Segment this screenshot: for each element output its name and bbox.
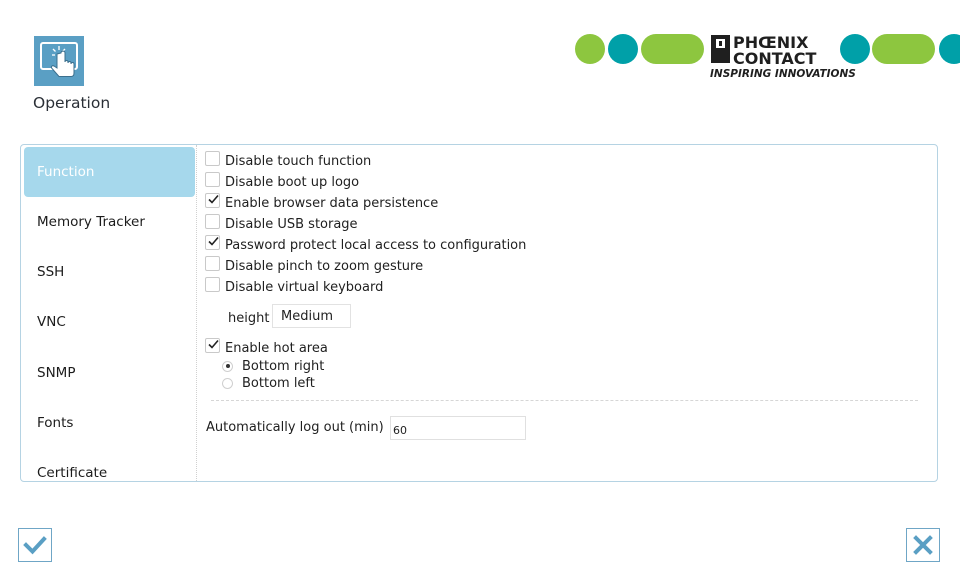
function-settings bbox=[205, 145, 937, 481]
option-browser-persistence[interactable] bbox=[205, 194, 438, 212]
settings-panel bbox=[20, 144, 938, 482]
check-icon bbox=[207, 235, 220, 248]
option-disable-virtual-keyboard[interactable] bbox=[205, 278, 383, 296]
checkbox[interactable] bbox=[205, 256, 220, 271]
option-label: Disable USB storage bbox=[225, 216, 358, 232]
checkmark-icon bbox=[23, 533, 47, 557]
sidebar-item-label: Function bbox=[37, 164, 95, 180]
option-label: Disable virtual keyboard bbox=[225, 279, 384, 295]
radio-label: Bottom left bbox=[242, 375, 315, 391]
radio-button[interactable] bbox=[222, 378, 233, 389]
divider bbox=[211, 400, 918, 401]
option-label: Disable boot up logo bbox=[225, 174, 360, 190]
close-x-icon bbox=[912, 534, 934, 556]
sidebar-item-memory-tracker[interactable] bbox=[24, 197, 195, 247]
cancel-button[interactable] bbox=[906, 528, 940, 562]
option-disable-touch[interactable] bbox=[205, 152, 371, 170]
keyboard-height-select[interactable]: Medium bbox=[272, 304, 351, 328]
confirm-button[interactable] bbox=[18, 528, 52, 562]
phoenix-contact-logo bbox=[574, 30, 960, 84]
auto-logout-input[interactable] bbox=[390, 416, 526, 440]
option-disable-usb[interactable] bbox=[205, 215, 358, 233]
sidebar-item-snmp[interactable] bbox=[24, 348, 195, 398]
auto-logout-label: Automatically log out (min) bbox=[206, 420, 384, 435]
page-title: Operation bbox=[33, 94, 111, 112]
radio-label: Bottom right bbox=[242, 358, 325, 374]
option-disable-pinch-zoom[interactable] bbox=[205, 257, 423, 275]
option-label: Password protect local access to configuration bbox=[225, 237, 527, 253]
radio-button-selected[interactable] bbox=[222, 361, 233, 372]
sidebar-item-function[interactable] bbox=[24, 147, 195, 197]
sidebar-item-label: Certificate bbox=[37, 465, 108, 481]
logo-tagline: INSPIRING INNOVATIONS bbox=[710, 68, 856, 80]
option-password-protect[interactable] bbox=[205, 236, 526, 254]
option-label: Disable touch function bbox=[225, 153, 372, 169]
keyboard-height-label: height bbox=[228, 311, 270, 326]
checkbox[interactable] bbox=[205, 151, 220, 166]
logo-brand-line1: PHŒNIX bbox=[733, 33, 809, 52]
sidebar-item-label: Fonts bbox=[37, 415, 74, 431]
option-enable-hot-area[interactable] bbox=[205, 339, 328, 357]
sidebar-item-ssh[interactable] bbox=[24, 247, 195, 297]
sidebar-item-label: VNC bbox=[37, 314, 66, 330]
checkbox[interactable] bbox=[205, 172, 220, 187]
checkbox-checked[interactable] bbox=[205, 235, 220, 250]
logo-brand-line2: CONTACT bbox=[733, 49, 817, 68]
check-icon bbox=[207, 338, 220, 351]
sidebar-item-vnc[interactable] bbox=[24, 297, 195, 347]
sidebar-item-label: SSH bbox=[37, 264, 65, 280]
sidebar-item-label: SNMP bbox=[37, 365, 76, 381]
sidebar bbox=[21, 145, 197, 481]
checkbox-checked[interactable] bbox=[205, 193, 220, 208]
radio-bottom-left[interactable] bbox=[222, 375, 315, 391]
radio-bottom-right[interactable] bbox=[222, 358, 324, 374]
checkbox[interactable] bbox=[205, 277, 220, 292]
sidebar-item-fonts[interactable] bbox=[24, 398, 195, 448]
option-label: Disable pinch to zoom gesture bbox=[225, 258, 424, 274]
option-disable-boot-logo[interactable] bbox=[205, 173, 359, 191]
sidebar-item-certificate[interactable] bbox=[24, 448, 195, 481]
checkbox[interactable] bbox=[205, 214, 220, 229]
touch-hand-icon bbox=[34, 36, 84, 86]
option-label: Enable browser data persistence bbox=[225, 195, 439, 211]
check-icon bbox=[207, 193, 220, 206]
sidebar-item-label: Memory Tracker bbox=[37, 214, 145, 230]
option-label: Enable hot area bbox=[225, 340, 328, 356]
checkbox-checked[interactable] bbox=[205, 338, 220, 353]
